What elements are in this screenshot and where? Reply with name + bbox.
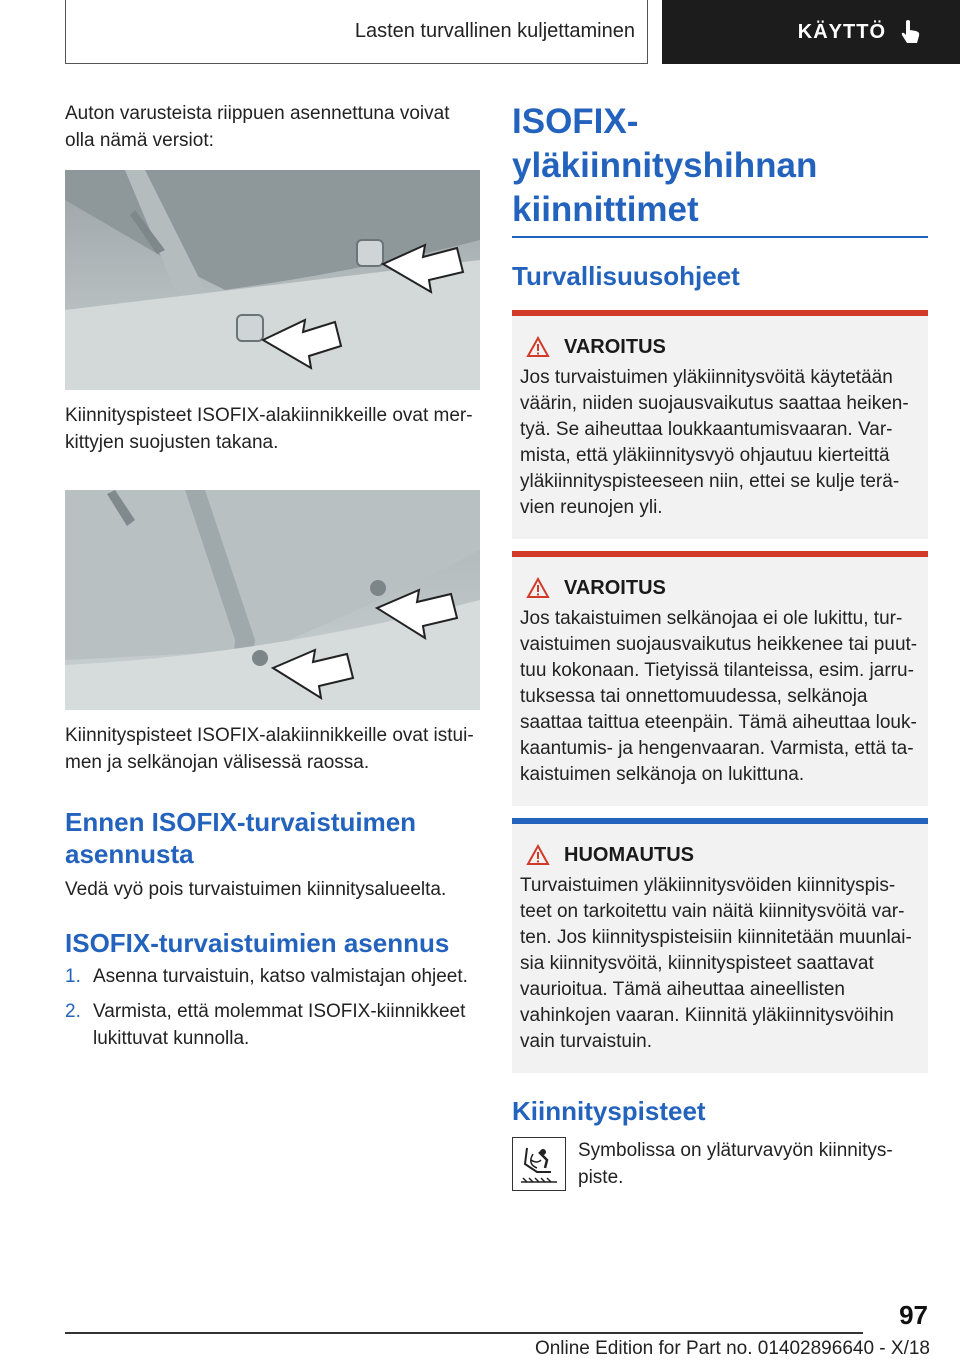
warning-triangle-icon: [526, 577, 550, 599]
left-column: [65, 100, 480, 1060]
step-number: 2.: [65, 1001, 81, 1022]
warning-header: [520, 336, 920, 359]
before-install-text: Vedä vyö pois turvaistuimen kiinnitysalueelta.: [65, 879, 447, 900]
anchor-text: Symbolissa on yläturvavyön kiinnityspiste.: [578, 1139, 893, 1188]
notice-box: [512, 818, 928, 1073]
safety-heading: Turvallisuusohjeet: [512, 260, 740, 291]
anchor-heading: Kiinnityspisteet: [512, 1095, 706, 1126]
footer-edition: Online Edition for Part no. 01402896640 - X/18: [534, 1338, 930, 1359]
warning-text: Jos takaistuimen selkänojaa ei ole lukittu, turvaistuimen suojausvaikutus heikkenee tai puuttuu kokonaan. Tietyissä tilanteissa, esim. jarrutuksessa tai onnettomuudessa, selkänoja saattaa taittua eteenpäin. Tämä aiheuttaa loukkaantumis- ja hengenvaaran. Varmista, että takaistuimen selkänoja on lukittuna.: [520, 607, 918, 785]
notice-header: [520, 844, 920, 867]
seat-photo-gap: [65, 490, 480, 710]
chapter-title: KÄYTTÖ: [797, 20, 886, 43]
install-heading: ISOFIX-turvaistuimien asennus: [65, 928, 450, 958]
notice-text: Turvaistuimen yläkiinnitysvöiden kiinnityspisteet on tarkoitettu vain näitä kiinnitysvöitä varten. Jos kiinnityspisteisiin kiinnitetään muunlaisia kiinnitysvöitä, kiinnityspisteet saattavat vaurioitua. Tämä aiheuttaa aineellisten vahinkojen vaaran. Kiinnitä yläkiinnitysvöihin vain turvaistuin.: [520, 874, 912, 1052]
notice-title: HUOMAUTUS: [564, 843, 694, 866]
hand-pointer-icon: [900, 19, 922, 45]
section-title: [65, 0, 648, 64]
page-number: 97: [899, 1300, 928, 1330]
step-number: 1.: [65, 966, 81, 987]
caption-covers: Kiinnityspisteet ISOFIX-alakiinnikkeille ovat merkittyjen suojusten takana.: [65, 405, 473, 453]
child-seat-anchor-icon: [512, 1137, 566, 1191]
list-item: [65, 963, 480, 990]
step-text: Asenna turvaistuin, katso valmistajan ohjeet.: [93, 966, 468, 987]
title-divider: [512, 236, 928, 238]
warning-triangle-icon: [526, 336, 550, 358]
step-text: Varmista, että molemmat ISOFIX-kiinnikkeet lukittuvat kunnolla.: [93, 1001, 466, 1049]
anchor-symbol-row: [512, 1137, 928, 1191]
footer-divider: [65, 1332, 863, 1334]
notice-triangle-icon: [526, 844, 550, 866]
list-item: [65, 998, 480, 1052]
page-title: ISOFIX-yläkiinnityshihnan kiinnittimet: [512, 102, 818, 229]
warning-header: [520, 577, 920, 600]
install-steps: [65, 963, 480, 1052]
caption-gap: Kiinnityspisteet ISOFIX-alakiinnikkeille ovat istuimen ja selkänojan välisessä raossa.: [65, 725, 474, 773]
warning-box: [512, 310, 928, 539]
right-column: [512, 100, 928, 1191]
seat-photo-covers: [65, 170, 480, 390]
intro-text: Auton varusteista riippuen asennettuna voivat olla nämä versiot:: [65, 103, 450, 151]
warning-title: VAROITUS: [564, 335, 666, 358]
warning-text: Jos turvaistuimen yläkiinnitysvöitä käytetään väärin, niiden suojausvaikutus saattaa heikentyä. Se aiheuttaa loukkaantumisvaaran. Varmista, että yläkiinnitysvyö ohjautuu kierteittä yläkiinnityspisteeseen niin, ettei se kulje terävien reunojen yli.: [520, 366, 909, 518]
warning-box: [512, 551, 928, 806]
section-title-text: Lasten turvallinen kuljettaminen: [354, 20, 635, 42]
warning-title: VAROITUS: [564, 576, 666, 599]
chapter-tab[interactable]: [662, 0, 960, 64]
before-install-heading: Ennen ISOFIX-turvaistuimen asennusta: [65, 807, 417, 869]
